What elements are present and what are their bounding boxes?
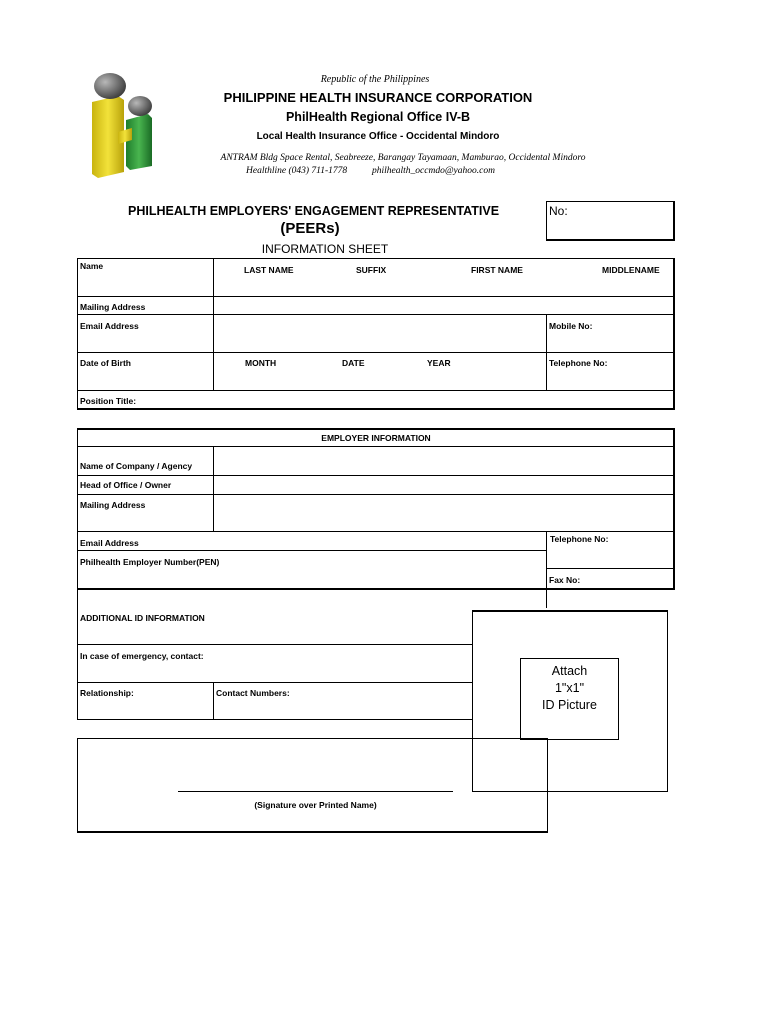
position-title-label: Position Title: (80, 396, 137, 406)
middle-name-header: MIDDLENAME (602, 265, 660, 275)
header-local-office: Local Health Insurance Office - Occidental Mindoro (256, 131, 500, 142)
year-header: YEAR (427, 358, 451, 368)
signature-box (77, 738, 548, 833)
first-name-header: FIRST NAME (471, 265, 523, 275)
employer-mailing-address-label: Mailing Address (80, 500, 146, 510)
contact-numbers-label: Contact Numbers: (216, 688, 290, 698)
employer-email-label: Email Address (80, 538, 139, 548)
date-header: DATE (342, 358, 365, 368)
telephone-no-label: Telephone No: (549, 358, 608, 368)
name-label: Name (80, 261, 104, 271)
relationship-label: Relationship: (80, 688, 134, 698)
mailing-address-field[interactable] (214, 297, 673, 313)
header-email: philhealth_occmdo@yahoo.com (372, 166, 495, 176)
fax-no-label: Fax No: (549, 575, 581, 585)
id-picture-line2: 1"x1" (554, 681, 585, 695)
pen-label: Philhealth Employer Number(PEN) (80, 557, 220, 567)
header-address: ANTRAM Bldg Space Rental, Seabreeze, Barangay Tayamaan, Mamburao, Occidental Mindoro (220, 153, 586, 163)
header-republic: Republic of the Philippines (320, 74, 430, 85)
header-regional-office: PhilHealth Regional Office IV-B (285, 110, 471, 124)
form-subtitle: INFORMATION SHEET (261, 242, 389, 256)
signature-line[interactable] (178, 791, 453, 792)
additional-id-heading: ADDITIONAL ID INFORMATION (80, 613, 205, 623)
employer-info-heading: EMPLOYER INFORMATION (321, 433, 431, 443)
mailing-address-label: Mailing Address (80, 302, 146, 312)
employer-telephone-label: Telephone No: (550, 534, 609, 544)
suffix-header: SUFFIX (356, 265, 387, 275)
company-name-label: Name of Company / Agency (80, 461, 193, 471)
id-picture-line1: Attach (551, 664, 588, 678)
last-name-header: LAST NAME (244, 265, 294, 275)
mobile-no-label: Mobile No: (549, 321, 593, 331)
position-title-field[interactable] (150, 391, 673, 408)
form-title: PHILHEALTH EMPLOYERS' ENGAGEMENT REPRESENTATIVE (128, 204, 500, 218)
employer-mailing-address-field[interactable] (214, 495, 673, 530)
philhealth-logo (88, 70, 160, 182)
company-name-field[interactable] (214, 447, 673, 474)
name-field[interactable] (214, 278, 673, 295)
header-corporation: PHILIPPINE HEALTH INSURANCE CORPORATION (223, 90, 533, 105)
number-label: No: (549, 204, 568, 218)
form-title-abbrev: (PEERs) (280, 220, 340, 237)
head-of-office-field[interactable] (214, 476, 673, 493)
signature-caption: (Signature over Printed Name) (254, 800, 377, 810)
id-picture-line3: ID Picture (542, 698, 597, 712)
head-of-office-label: Head of Office / Owner (80, 480, 172, 490)
header-healthline: Healthline (043) 711-1778 (246, 166, 348, 176)
email-address-field[interactable] (214, 315, 545, 351)
email-address-label: Email Address (80, 321, 139, 331)
month-header: MONTH (245, 358, 277, 368)
emergency-contact-label: In case of emergency, contact: (80, 651, 204, 661)
date-of-birth-label: Date of Birth (80, 358, 131, 368)
